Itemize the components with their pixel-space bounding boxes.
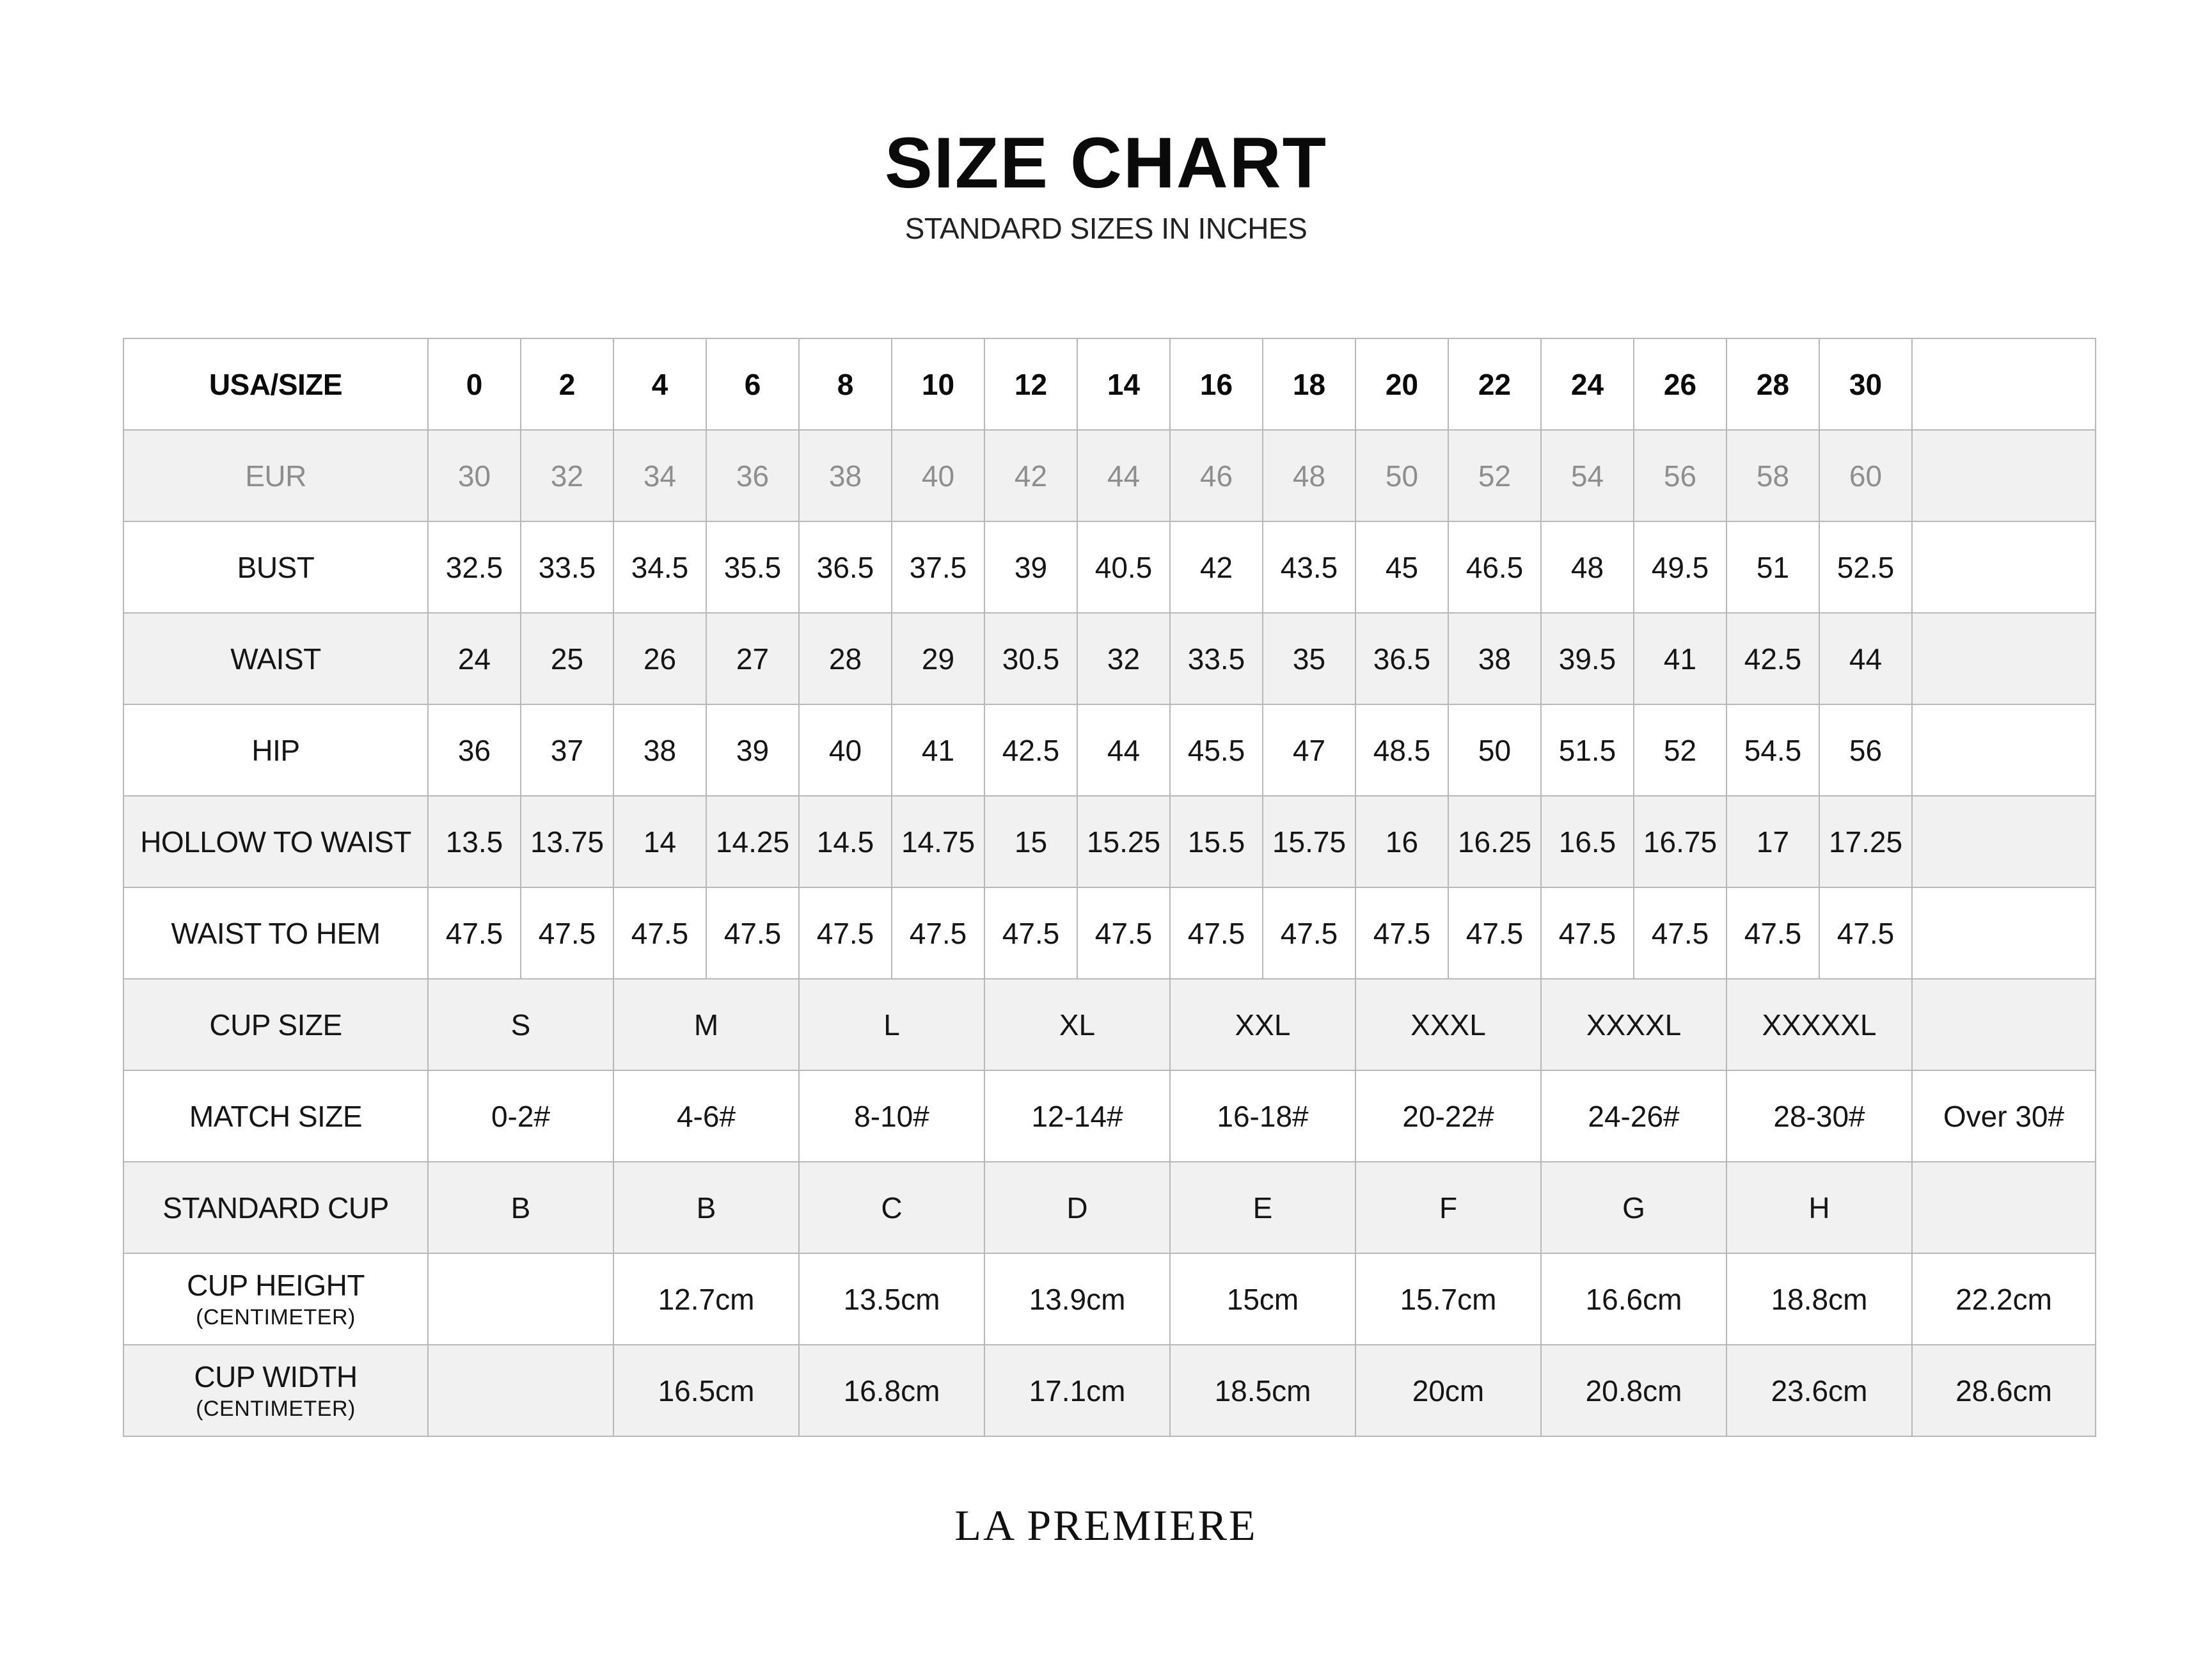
standard-cup-cell: B	[428, 1162, 613, 1253]
bust-cell: 42	[1170, 521, 1263, 613]
usa-size-cell: 10	[892, 338, 984, 430]
hip-cell: 52	[1634, 704, 1726, 796]
usa-size-cell: 28	[1726, 338, 1819, 430]
usa-size-cell: 4	[613, 338, 706, 430]
cup-size-cell: XL	[984, 979, 1170, 1070]
table-row-hollow-to-waist	[123, 796, 2096, 887]
match-size-cell: 24-26#	[1541, 1070, 1726, 1162]
match-size-cell: 28-30#	[1726, 1070, 1912, 1162]
hip-label: HIP	[123, 704, 428, 796]
waist-cell: 28	[799, 613, 892, 704]
hollow-to-waist-cell: 16.25	[1448, 796, 1541, 887]
size-chart-table	[123, 338, 2096, 1437]
bust-label: BUST	[123, 521, 428, 613]
table-row-eur	[123, 430, 2096, 521]
table-row-waist-to-hem	[123, 887, 2096, 979]
hip-cell: 44	[1077, 704, 1170, 796]
table-row-hip	[123, 704, 2096, 796]
cup-width-cell: 16.8cm	[799, 1345, 984, 1436]
bust-cell: 33.5	[521, 521, 613, 613]
eur-cell: 30	[428, 430, 521, 521]
cup-width-cell: 20.8cm	[1541, 1345, 1726, 1436]
bust-cell: 34.5	[613, 521, 706, 613]
waist-cell: 38	[1448, 613, 1541, 704]
hip-cell: 39	[706, 704, 799, 796]
standard-cup-cell: B	[613, 1162, 799, 1253]
eur-cell: 60	[1819, 430, 1912, 521]
waist-label: WAIST	[123, 613, 428, 704]
bust-cell: 51	[1726, 521, 1819, 613]
cup-height-cell: 13.9cm	[984, 1253, 1170, 1345]
hip-cell: 40	[799, 704, 892, 796]
bust-cell: 40.5	[1077, 521, 1170, 613]
empty-cell	[1912, 796, 2096, 887]
hollow-to-waist-cell: 15.25	[1077, 796, 1170, 887]
cup-size-cell: XXXXL	[1541, 979, 1726, 1070]
usa-size-cell: 18	[1263, 338, 1355, 430]
hip-cell: 51.5	[1541, 704, 1634, 796]
empty-cell	[1912, 521, 2096, 613]
empty-cell	[1912, 338, 2096, 430]
hollow-to-waist-label: HOLLOW TO WAIST	[123, 796, 428, 887]
page-title: SIZE CHART	[885, 123, 1327, 203]
hip-cell: 37	[521, 704, 613, 796]
table-row-cup-height	[123, 1253, 2096, 1345]
eur-label: EUR	[123, 430, 428, 521]
usa-size-cell: 2	[521, 338, 613, 430]
hip-cell: 38	[613, 704, 706, 796]
eur-cell: 52	[1448, 430, 1541, 521]
waist-to-hem-cell: 47.5	[706, 887, 799, 979]
waist-to-hem-cell: 47.5	[892, 887, 984, 979]
usa-size-cell: 14	[1077, 338, 1170, 430]
table-row-match-size	[123, 1070, 2096, 1162]
cup-width-label	[123, 1345, 428, 1436]
match-size-extra-cell: Over 30#	[1912, 1070, 2096, 1162]
waist-cell: 27	[706, 613, 799, 704]
cup-width-cell: 18.5cm	[1170, 1345, 1355, 1436]
table-row-bust	[123, 521, 2096, 613]
eur-cell: 42	[984, 430, 1077, 521]
cup-height-label-text: CUP HEIGHT	[187, 1269, 365, 1302]
empty-cell	[1912, 613, 2096, 704]
match-size-cell: 12-14#	[984, 1070, 1170, 1162]
standard-cup-cell: C	[799, 1162, 984, 1253]
cup-size-cell: S	[428, 979, 613, 1070]
waist-cell: 26	[613, 613, 706, 704]
table-row-cup-width	[123, 1345, 2096, 1436]
hollow-to-waist-cell: 15.75	[1263, 796, 1355, 887]
cup-size-cell: L	[799, 979, 984, 1070]
bust-cell: 45	[1355, 521, 1448, 613]
page-subtitle: STANDARD SIZES IN INCHES	[905, 212, 1307, 245]
waist-to-hem-label: WAIST TO HEM	[123, 887, 428, 979]
waist-to-hem-cell: 47.5	[1077, 887, 1170, 979]
hollow-to-waist-cell: 16	[1355, 796, 1448, 887]
waist-cell: 24	[428, 613, 521, 704]
match-size-cell: 20-22#	[1355, 1070, 1541, 1162]
cup-height-extra-cell: 22.2cm	[1912, 1253, 2096, 1345]
standard-cup-cell: D	[984, 1162, 1170, 1253]
table-row-usa-size	[123, 338, 2096, 430]
eur-cell: 56	[1634, 430, 1726, 521]
waist-to-hem-cell: 47.5	[428, 887, 521, 979]
empty-cell	[1912, 887, 2096, 979]
cup-height-cell: 15.7cm	[1355, 1253, 1541, 1345]
empty-cell	[428, 1345, 613, 1436]
cup-height-cell: 12.7cm	[613, 1253, 799, 1345]
bust-cell: 48	[1541, 521, 1634, 613]
hip-cell: 41	[892, 704, 984, 796]
cup-height-cell: 16.6cm	[1541, 1253, 1726, 1345]
usa-size-cell: 26	[1634, 338, 1726, 430]
empty-cell	[428, 1253, 613, 1345]
cup-size-cell: XXXXXL	[1726, 979, 1912, 1070]
waist-cell: 44	[1819, 613, 1912, 704]
cup-height-cell: 13.5cm	[799, 1253, 984, 1345]
waist-cell: 30.5	[984, 613, 1077, 704]
hollow-to-waist-cell: 16.75	[1634, 796, 1726, 887]
cup-size-cell: XXL	[1170, 979, 1355, 1070]
bust-cell: 43.5	[1263, 521, 1355, 613]
waist-to-hem-cell: 47.5	[799, 887, 892, 979]
usa-size-cell: 0	[428, 338, 521, 430]
eur-cell: 58	[1726, 430, 1819, 521]
waist-cell: 25	[521, 613, 613, 704]
match-size-label: MATCH SIZE	[123, 1070, 428, 1162]
eur-cell: 46	[1170, 430, 1263, 521]
cup-width-cell: 20cm	[1355, 1345, 1541, 1436]
match-size-cell: 16-18#	[1170, 1070, 1355, 1162]
empty-cell	[1912, 1162, 2096, 1253]
hip-cell: 36	[428, 704, 521, 796]
hip-cell: 45.5	[1170, 704, 1263, 796]
eur-cell: 32	[521, 430, 613, 521]
bust-cell: 32.5	[428, 521, 521, 613]
usa-size-cell: 8	[799, 338, 892, 430]
bust-cell: 49.5	[1634, 521, 1726, 613]
waist-to-hem-cell: 47.5	[1634, 887, 1726, 979]
hip-cell: 54.5	[1726, 704, 1819, 796]
standard-cup-cell: H	[1726, 1162, 1912, 1253]
usa-size-cell: 24	[1541, 338, 1634, 430]
hollow-to-waist-cell: 13.5	[428, 796, 521, 887]
waist-cell: 33.5	[1170, 613, 1263, 704]
hollow-to-waist-cell: 17	[1726, 796, 1819, 887]
cup-height-label	[123, 1253, 428, 1345]
hollow-to-waist-cell: 13.75	[521, 796, 613, 887]
match-size-cell: 8-10#	[799, 1070, 984, 1162]
usa-size-cell: 6	[706, 338, 799, 430]
hip-cell: 50	[1448, 704, 1541, 796]
hip-cell: 42.5	[984, 704, 1077, 796]
bust-cell: 37.5	[892, 521, 984, 613]
waist-to-hem-cell: 47.5	[613, 887, 706, 979]
brand-logo: LA PREMIERE	[954, 1501, 1258, 1550]
bust-cell: 46.5	[1448, 521, 1541, 613]
eur-cell: 50	[1355, 430, 1448, 521]
eur-cell: 44	[1077, 430, 1170, 521]
cup-width-extra-cell: 28.6cm	[1912, 1345, 2096, 1436]
eur-cell: 54	[1541, 430, 1634, 521]
hollow-to-waist-cell: 14	[613, 796, 706, 887]
match-size-cell: 0-2#	[428, 1070, 613, 1162]
waist-cell: 29	[892, 613, 984, 704]
table-row-standard-cup	[123, 1162, 2096, 1253]
cup-width-cell: 17.1cm	[984, 1345, 1170, 1436]
eur-cell: 34	[613, 430, 706, 521]
waist-to-hem-cell: 47.5	[1170, 887, 1263, 979]
cup-height-label-unit: (CENTIMETER)	[196, 1305, 356, 1329]
cup-width-cell: 23.6cm	[1726, 1345, 1912, 1436]
waist-cell: 36.5	[1355, 613, 1448, 704]
hollow-to-waist-cell: 15	[984, 796, 1077, 887]
bust-cell: 52.5	[1819, 521, 1912, 613]
waist-to-hem-cell: 47.5	[1263, 887, 1355, 979]
eur-cell: 38	[799, 430, 892, 521]
usa-size-cell: 16	[1170, 338, 1263, 430]
standard-cup-cell: E	[1170, 1162, 1355, 1253]
waist-cell: 42.5	[1726, 613, 1819, 704]
hollow-to-waist-cell: 17.25	[1819, 796, 1912, 887]
cup-width-cell: 16.5cm	[613, 1345, 799, 1436]
waist-to-hem-cell: 47.5	[1541, 887, 1634, 979]
cup-height-cell: 15cm	[1170, 1253, 1355, 1345]
hip-cell: 56	[1819, 704, 1912, 796]
waist-to-hem-cell: 47.5	[1819, 887, 1912, 979]
usa-size-cell: 22	[1448, 338, 1541, 430]
waist-to-hem-cell: 47.5	[1448, 887, 1541, 979]
cup-size-cell: XXXL	[1355, 979, 1541, 1070]
waist-cell: 32	[1077, 613, 1170, 704]
bust-cell: 36.5	[799, 521, 892, 613]
bust-cell: 39	[984, 521, 1077, 613]
waist-to-hem-cell: 47.5	[1355, 887, 1448, 979]
usa-size-cell: 30	[1819, 338, 1912, 430]
hip-cell: 48.5	[1355, 704, 1448, 796]
waist-to-hem-cell: 47.5	[1726, 887, 1819, 979]
hollow-to-waist-cell: 16.5	[1541, 796, 1634, 887]
hollow-to-waist-cell: 14.75	[892, 796, 984, 887]
usa-size-cell: 12	[984, 338, 1077, 430]
hollow-to-waist-cell: 15.5	[1170, 796, 1263, 887]
waist-to-hem-cell: 47.5	[984, 887, 1077, 979]
empty-cell	[1912, 704, 2096, 796]
hollow-to-waist-cell: 14.5	[799, 796, 892, 887]
cup-width-label-unit: (CENTIMETER)	[196, 1397, 356, 1421]
cup-size-cell: M	[613, 979, 799, 1070]
table-row-cup-size	[123, 979, 2096, 1070]
eur-cell: 40	[892, 430, 984, 521]
table-row-waist	[123, 613, 2096, 704]
standard-cup-label: STANDARD CUP	[123, 1162, 428, 1253]
waist-cell: 39.5	[1541, 613, 1634, 704]
usa-size-cell: 20	[1355, 338, 1448, 430]
empty-cell	[1912, 430, 2096, 521]
bust-cell: 35.5	[706, 521, 799, 613]
eur-cell: 48	[1263, 430, 1355, 521]
usa-size-label: USA/SIZE	[123, 338, 428, 430]
cup-height-cell: 18.8cm	[1726, 1253, 1912, 1345]
standard-cup-cell: F	[1355, 1162, 1541, 1253]
cup-width-label-text: CUP WIDTH	[194, 1360, 358, 1393]
cup-size-label: CUP SIZE	[123, 979, 428, 1070]
standard-cup-cell: G	[1541, 1162, 1726, 1253]
hip-cell: 47	[1263, 704, 1355, 796]
waist-to-hem-cell: 47.5	[521, 887, 613, 979]
empty-cell	[1912, 979, 2096, 1070]
waist-cell: 35	[1263, 613, 1355, 704]
waist-cell: 41	[1634, 613, 1726, 704]
eur-cell: 36	[706, 430, 799, 521]
match-size-cell: 4-6#	[613, 1070, 799, 1162]
hollow-to-waist-cell: 14.25	[706, 796, 799, 887]
